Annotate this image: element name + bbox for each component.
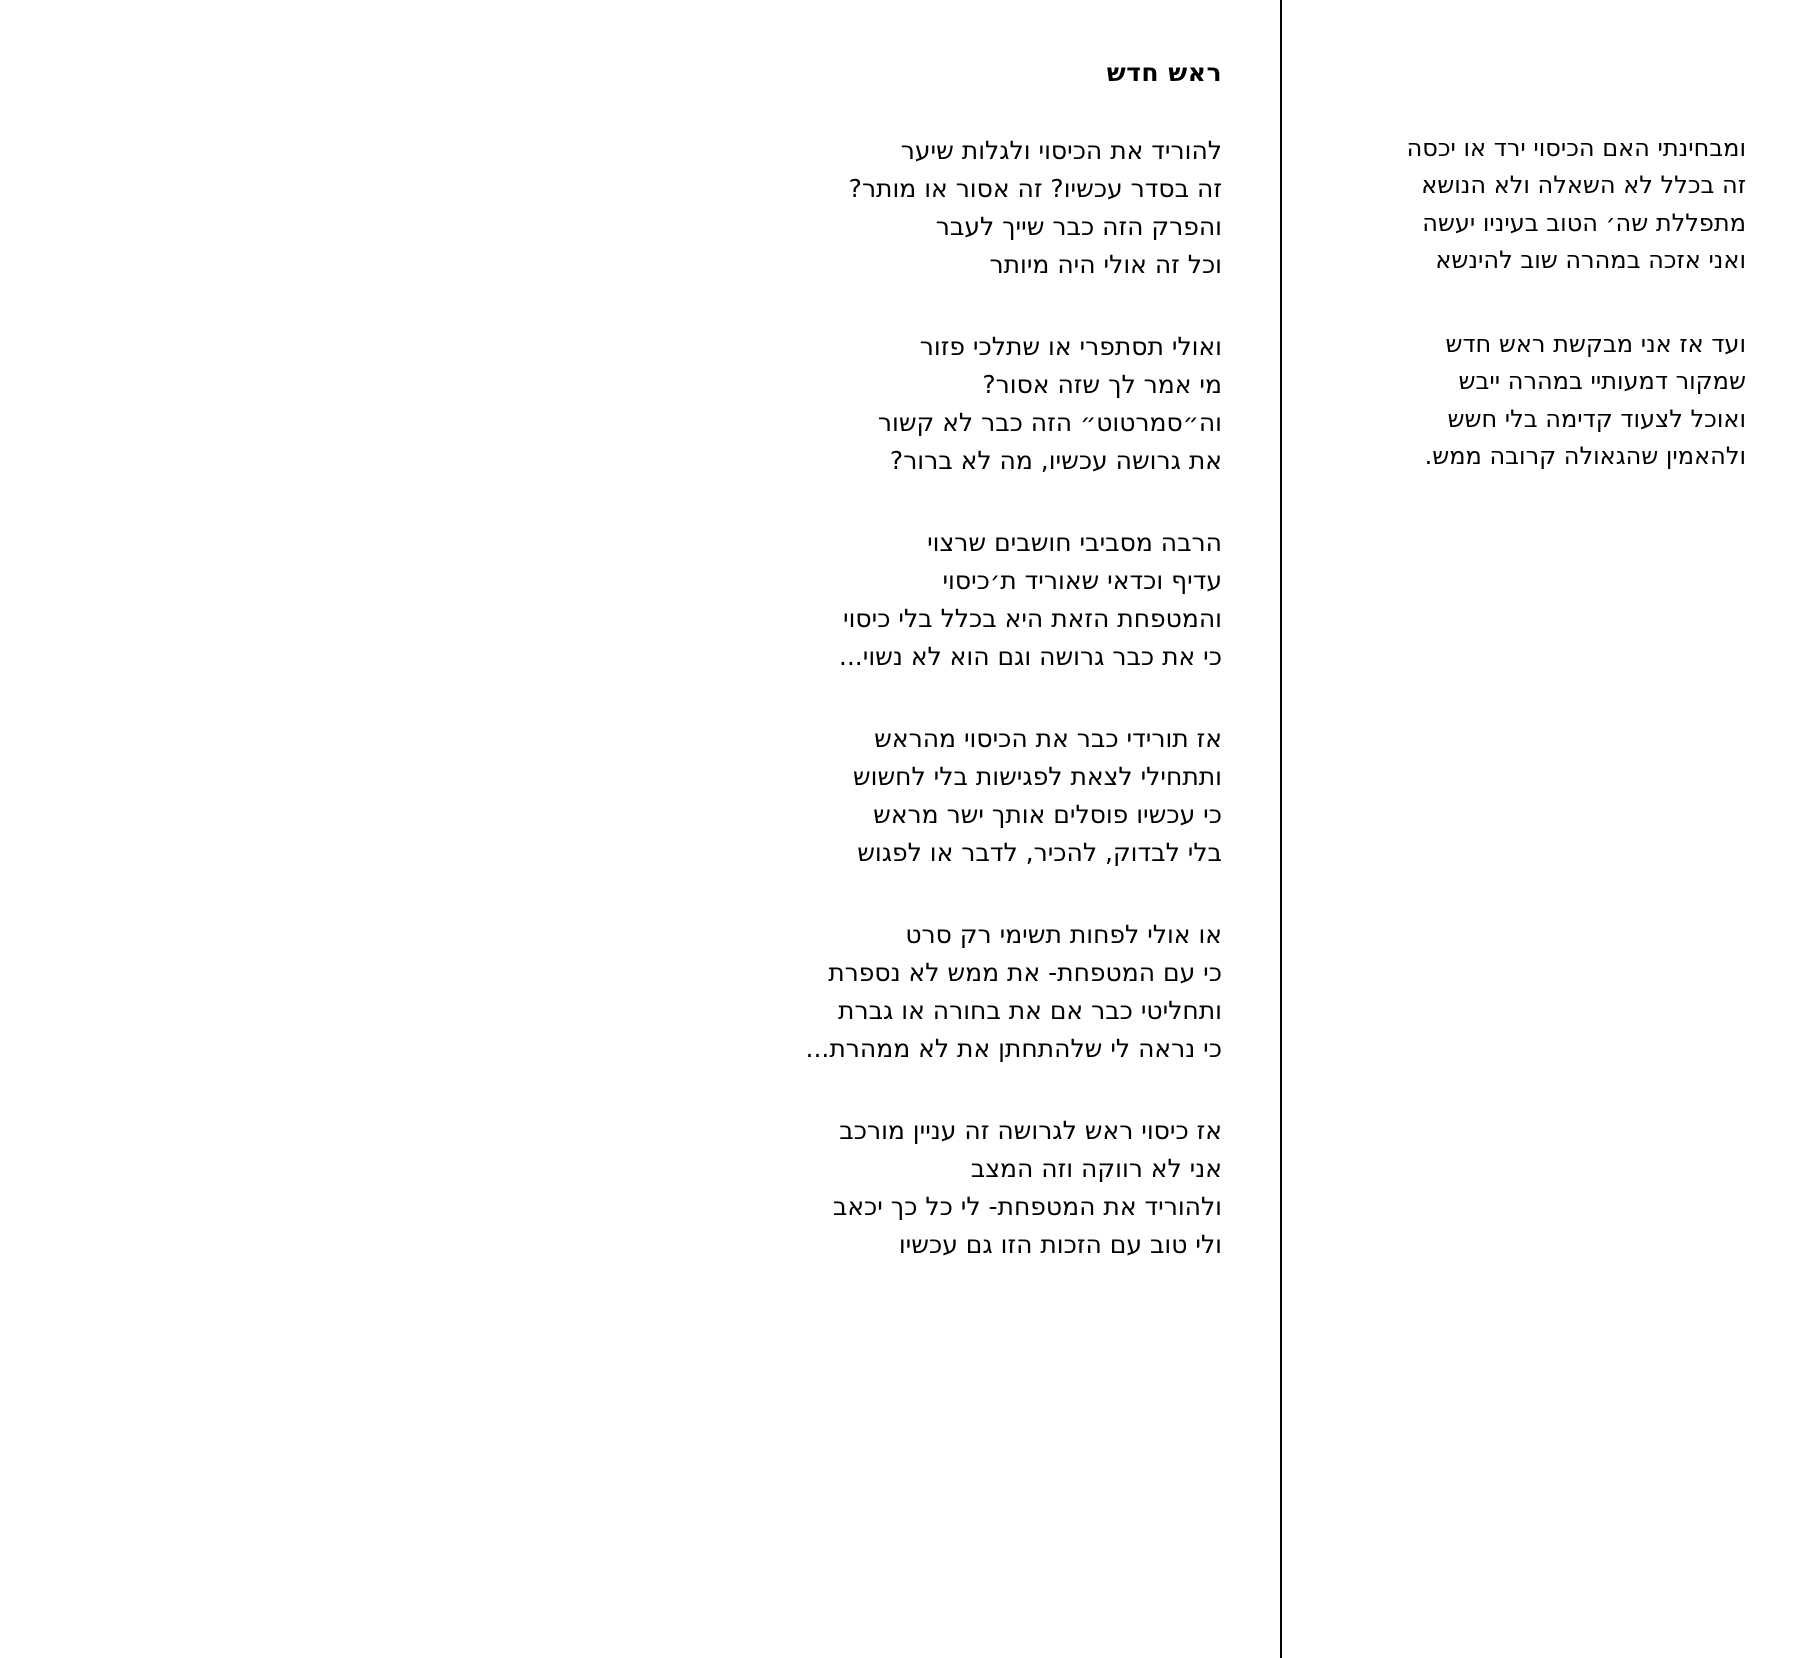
column-divider <box>1280 0 1282 1658</box>
poem-line: כי את כבר גרושה וגם הוא לא נשוי... <box>838 642 1222 671</box>
poem-line: ולהוריד את המטפחת- לי כל כך יכאב <box>832 1192 1222 1221</box>
poem-line: כי עכשיו פוסלים אותך ישר מראש <box>873 800 1222 829</box>
poem-line: זה בסדר עכשיו? זה אסור או מותר? <box>848 174 1222 203</box>
poem-line: והמטפחת הזאת היא בכלל בלי כיסוי <box>843 604 1222 633</box>
poem-line: ותתחילי לצאת לפגישות בלי לחשוש <box>852 762 1222 791</box>
poem-line: ואוכל לצעוד קדימה בלי חשש <box>1447 404 1746 433</box>
poem-line: ואולי תסתפרי או שתלכי פזור <box>919 332 1222 361</box>
poem-line: ועד אז אני מבקשת ראש חדש <box>1445 329 1746 358</box>
poem-line: ותחליטי כבר אם את בחורה או גברת <box>838 996 1222 1025</box>
poem-line: או אולי לפחות תשימי רק סרט <box>905 920 1222 949</box>
stanza <box>1322 130 1746 280</box>
poem-line: את גרושה עכשיו, מה לא ברור? <box>889 446 1222 475</box>
poem-line: מתפללת שה׳ הטוב בעיניו יעשה <box>1422 208 1746 237</box>
poem-line: ולי טוב עם הזכות הזו גם עכשיו <box>898 1230 1222 1259</box>
stanza <box>40 524 1222 676</box>
stanza <box>40 916 1222 1068</box>
poem-line: עדיף וכדאי שאוריד ת׳כיסוי <box>942 566 1222 595</box>
poem-line: אז כיסוי ראש לגרושה זה עניין מורכב <box>839 1116 1222 1145</box>
poem-line: להוריד את הכיסוי ולגלות שיער <box>900 136 1222 165</box>
stanza <box>40 1112 1222 1264</box>
stanza <box>1322 326 1746 476</box>
poem-line: וה״סמרטוט״ הזה כבר לא קשור <box>877 408 1222 437</box>
stanza <box>40 328 1222 480</box>
poem-line: מי אמר לך שזה אסור? <box>982 370 1222 399</box>
page-title: ראש חדש <box>1106 58 1222 87</box>
poem-line: שמקור דמעותיי במהרה ייבש <box>1458 367 1746 396</box>
poem-line: זה בכלל לא השאלה ולא הנושא <box>1421 171 1746 200</box>
poem-line: בלי לבדוק, להכיר, לדבר או לפגוש <box>857 838 1222 867</box>
poem-line: כי עם המטפחת- את ממש לא נספרת <box>828 958 1222 987</box>
poem-line: ומבחינתי האם הכיסוי ירד או יכסה <box>1406 134 1746 162</box>
stanza <box>40 132 1222 284</box>
poem-line: ולהאמין שהגאולה קרובה ממש. <box>1424 442 1746 471</box>
poem-line: אני לא רווקה וזה המצב <box>970 1154 1222 1183</box>
poem-line: וכל זה אולי היה מיותר <box>989 250 1222 279</box>
poem-line: אז תורידי כבר את הכיסוי מהראש <box>874 724 1222 753</box>
stanza <box>40 720 1222 872</box>
poem-line: הרבה מסביבי חושבים שרצוי <box>927 528 1222 557</box>
poem-line: והפרק הזה כבר שייך לעבר <box>935 212 1222 241</box>
poem-line: ואני אזכה במהרה שוב להינשא <box>1435 246 1746 275</box>
poem-line: כי נראה לי שלהתחתן את לא ממהרת... <box>805 1034 1222 1063</box>
side-text-column <box>1282 0 1816 1658</box>
